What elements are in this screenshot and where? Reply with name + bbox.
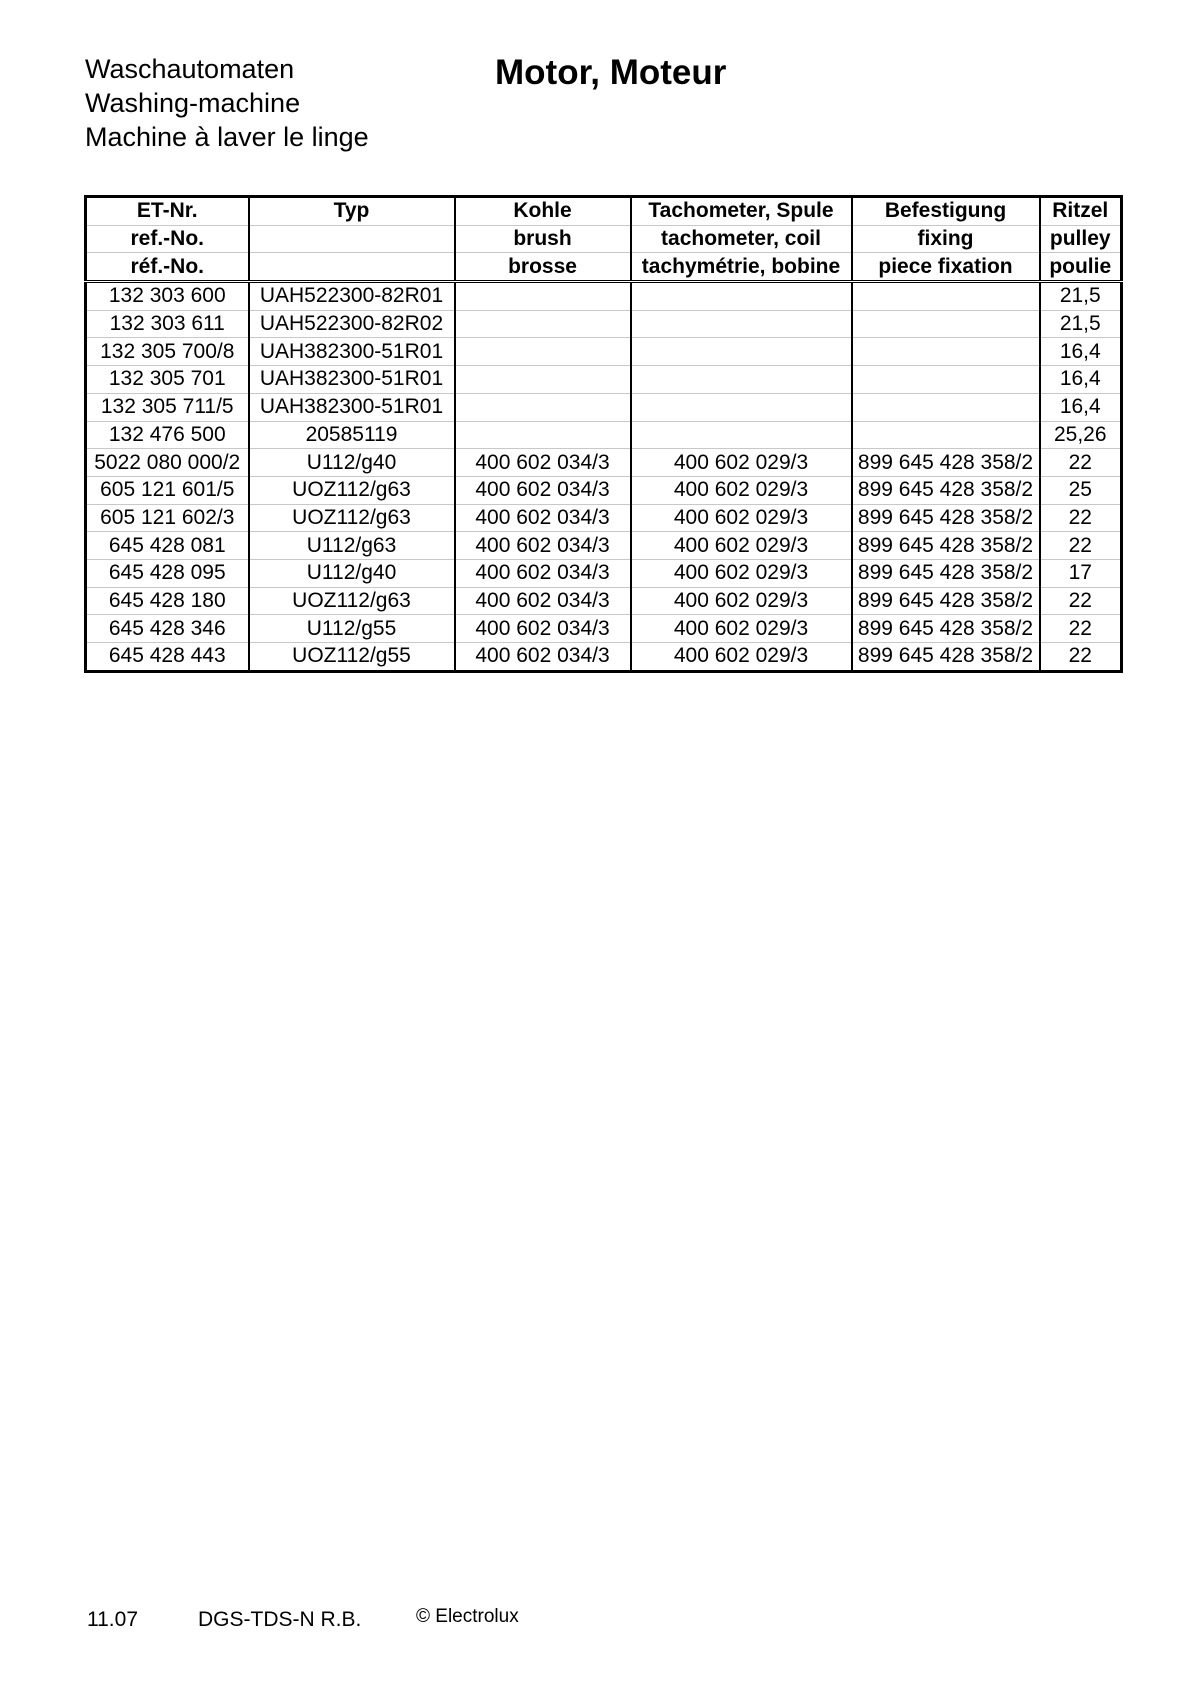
table-cell: UOZ112/g63 <box>249 504 455 532</box>
table-cell: UAH382300-51R01 <box>249 393 455 421</box>
table-row <box>86 338 1122 366</box>
table-cell: 899 645 428 358/2 <box>852 504 1040 532</box>
column-header: Typ <box>249 197 455 226</box>
table-cell: 400 602 029/3 <box>631 532 852 560</box>
table-cell: 400 602 034/3 <box>455 643 631 672</box>
column-header: brush <box>455 225 631 253</box>
table-cell: 605 121 602/3 <box>86 504 249 532</box>
table-cell: 25 <box>1040 476 1122 504</box>
header-line-fr: Machine à laver le linge <box>85 122 369 152</box>
table-cell: 22 <box>1040 532 1122 560</box>
table-cell <box>852 282 1040 311</box>
table-cell: UAH382300-51R01 <box>249 338 455 366</box>
column-header: Ritzel <box>1040 197 1122 226</box>
table-cell: 16,4 <box>1040 366 1122 394</box>
column-header: brosse <box>455 253 631 282</box>
table-cell: 400 602 034/3 <box>455 504 631 532</box>
table-cell <box>455 310 631 338</box>
table-cell: 400 602 034/3 <box>455 587 631 615</box>
table-cell: 400 602 029/3 <box>631 615 852 643</box>
table-row <box>86 615 1122 643</box>
table-cell <box>455 282 631 311</box>
table-cell: UOZ112/g55 <box>249 643 455 672</box>
header-row <box>86 225 1122 253</box>
column-header: réf.-No. <box>86 253 249 282</box>
table-cell <box>455 393 631 421</box>
table-cell: U112/g55 <box>249 615 455 643</box>
table-row <box>86 282 1122 311</box>
table-cell: 21,5 <box>1040 310 1122 338</box>
table-cell <box>631 282 852 311</box>
table-cell: 400 602 029/3 <box>631 587 852 615</box>
table-cell: 400 602 029/3 <box>631 476 852 504</box>
table-row <box>86 476 1122 504</box>
table-cell: 400 602 029/3 <box>631 643 852 672</box>
table-cell: 17 <box>1040 559 1122 587</box>
column-header: ET-Nr. <box>86 197 249 226</box>
table-row <box>86 559 1122 587</box>
table-cell <box>631 338 852 366</box>
table-cell <box>631 310 852 338</box>
table-cell: 400 602 034/3 <box>455 615 631 643</box>
column-header: pulley <box>1040 225 1122 253</box>
table-cell: UOZ112/g63 <box>249 476 455 504</box>
table-cell <box>852 338 1040 366</box>
column-header: poulie <box>1040 253 1122 282</box>
table-cell <box>852 421 1040 449</box>
table-row <box>86 393 1122 421</box>
table-cell: U112/g40 <box>249 559 455 587</box>
table-cell: 645 428 180 <box>86 587 249 615</box>
table-cell: 400 602 029/3 <box>631 559 852 587</box>
table-cell: U112/g63 <box>249 532 455 560</box>
table-cell: 899 645 428 358/2 <box>852 615 1040 643</box>
table-cell <box>455 366 631 394</box>
table-cell: 400 602 034/3 <box>455 559 631 587</box>
table-cell: UOZ112/g63 <box>249 587 455 615</box>
column-header: ref.-No. <box>86 225 249 253</box>
footer-author: DGS-TDS-N R.B. <box>198 1608 362 1631</box>
column-header <box>249 253 455 282</box>
table-row <box>86 366 1122 394</box>
table-cell: 5022 080 000/2 <box>86 449 249 477</box>
table-row <box>86 504 1122 532</box>
table-cell: 132 305 711/5 <box>86 393 249 421</box>
table-cell: 22 <box>1040 587 1122 615</box>
column-header: piece fixation <box>852 253 1040 282</box>
table-cell: 645 428 346 <box>86 615 249 643</box>
table-cell: 132 305 700/8 <box>86 338 249 366</box>
table-cell <box>631 366 852 394</box>
header-row <box>86 197 1122 226</box>
table-cell: 132 303 600 <box>86 282 249 311</box>
column-header: Befestigung <box>852 197 1040 226</box>
table-row <box>86 587 1122 615</box>
table-cell: 400 602 029/3 <box>631 504 852 532</box>
table-cell: 899 645 428 358/2 <box>852 532 1040 560</box>
table-cell: 645 428 081 <box>86 532 249 560</box>
header-row <box>86 253 1122 282</box>
table-cell: 899 645 428 358/2 <box>852 643 1040 672</box>
table-cell: UAH382300-51R01 <box>249 366 455 394</box>
table-cell: 400 602 029/3 <box>631 449 852 477</box>
table-cell: 16,4 <box>1040 338 1122 366</box>
table-cell: 22 <box>1040 449 1122 477</box>
parts-table-body <box>86 282 1122 672</box>
column-header: tachometer, coil <box>631 225 852 253</box>
table-cell <box>631 421 852 449</box>
table-cell <box>631 393 852 421</box>
table-cell: 899 645 428 358/2 <box>852 559 1040 587</box>
table-cell: 132 476 500 <box>86 421 249 449</box>
table-cell <box>852 366 1040 394</box>
footer-copyright: © Electrolux <box>416 1606 519 1627</box>
table-cell <box>455 421 631 449</box>
table-row <box>86 310 1122 338</box>
table-cell: 25,26 <box>1040 421 1122 449</box>
table-cell: 645 428 443 <box>86 643 249 672</box>
table-cell: 899 645 428 358/2 <box>852 587 1040 615</box>
column-header: Kohle <box>455 197 631 226</box>
header-line-en: Washing-machine <box>85 88 301 118</box>
column-header <box>249 225 455 253</box>
header-line-de: Waschautomaten <box>85 54 295 84</box>
table-cell: 22 <box>1040 504 1122 532</box>
table-cell: UAH522300-82R01 <box>249 282 455 311</box>
table-cell: 400 602 034/3 <box>455 449 631 477</box>
table-cell <box>852 393 1040 421</box>
table-cell: 899 645 428 358/2 <box>852 449 1040 477</box>
table-cell: U112/g40 <box>249 449 455 477</box>
table-cell: 20585119 <box>249 421 455 449</box>
table-row <box>86 643 1122 672</box>
column-header: Tachometer, Spule <box>631 197 852 226</box>
table-cell: 899 645 428 358/2 <box>852 476 1040 504</box>
table-row <box>86 532 1122 560</box>
parts-table <box>84 195 1123 673</box>
header-subtitles <box>85 52 369 154</box>
footer-date: 11.07 <box>87 1608 138 1631</box>
table-cell: 400 602 034/3 <box>455 532 631 560</box>
table-cell: 16,4 <box>1040 393 1122 421</box>
table-cell: UAH522300-82R02 <box>249 310 455 338</box>
table-cell: 22 <box>1040 643 1122 672</box>
table-cell: 21,5 <box>1040 282 1122 311</box>
table-cell: 132 303 611 <box>86 310 249 338</box>
parts-table-header <box>86 197 1122 282</box>
table-cell <box>455 338 631 366</box>
table-cell: 605 121 601/5 <box>86 476 249 504</box>
table-cell: 132 305 701 <box>86 366 249 394</box>
table-cell: 400 602 034/3 <box>455 476 631 504</box>
page-title: Motor, Moteur <box>495 53 727 92</box>
table-row <box>86 449 1122 477</box>
table-row <box>86 421 1122 449</box>
table-cell: 22 <box>1040 615 1122 643</box>
column-header: fixing <box>852 225 1040 253</box>
table-cell: 645 428 095 <box>86 559 249 587</box>
column-header: tachymétrie, bobine <box>631 253 852 282</box>
table-cell <box>852 310 1040 338</box>
